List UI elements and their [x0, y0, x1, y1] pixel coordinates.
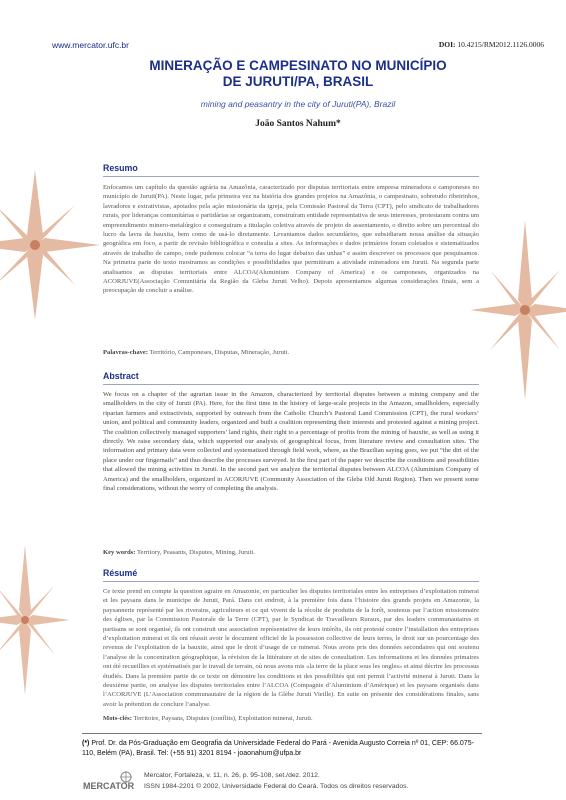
journal-footer — [82, 768, 502, 796]
title-block — [70, 58, 526, 129]
title-line-1: MINERAÇÃO E CAMPESINATO NO MUNICÍPIO — [149, 58, 447, 73]
resume-text: Ce texte prend en compte la question agraire en Amazonie, en particulier les disputes territoriales entre les entreprises d’exploitation minerai et les paysans dans le municipe de Juruti, Pará. Dans cet endroit, à la première fois dans l’histoire des grands projets en Amazonie, la paysannerie représenté par les riverains, agriculteurs et ce qui vivent de la récolte de produits de la forêt, soutenus par l’action missionnaire des églises, par la Commission Pastorale de la Terre (CPT), par le Syndicat de Travailleurs Ruraux, par des leaders communautaires et partisans se sont organisé, ils ont construit une association représentative de leurs intérêts, ils ont protesté contre l’installation des entreprises d’exploitation minerai et ils ont réussit avoir le document officiel de la possession collective de leurs terres, le droit sur un pourcentage des revenus de l’exploitation de la bauxite, ainsi que le droit d’usage de ce minerai. Nous avons pris des données secondaires qui ont soutenu l’analyse de la concentration géographique, la révision de la littérature et de sites de consultation. Les informations et les données primaires ont été recueillies et systématisés par le travail de terrain, où nous avons mis «la terre de la place sous les ongles» et ainsi décrire les processus étudiés. Dans la première partie de ce texte on démontre les conditions et des possibilités qui ont permit l’activité minerai à Juruti. Dans la deuxième partie, on analyse les disputes territoriales entre l’ALCOA (Compagnie d’Aluminium d’Amérique) et les paysans organisés dans l’ACORJUVE (L’Association communautaire de la région de la Glèbe Juruti Vieille). En suite on présente des considérations finales, sans avoir la prétention de conclure l’analyse. — [103, 588, 479, 708]
divider — [103, 384, 479, 385]
divider — [103, 176, 479, 177]
footnote-divider — [82, 733, 482, 734]
resumo-text: Enfocamos um capítulo da questão agrária na Amazônia, caracterizado por disputas territoriais entre empresa mineradora e camponeses no município de Juruti(PA). Neste lugar, pela primeira vez na história dos grandes projetos na Amazônia, o campesinato, sobretudo ribeirinhos, lavradores e extrativistas, apoiados pela ação missionária da igreja, pela Comissão Pastoral da Terra (CPT), pelo sindicato de trabalhadores rurais, por lideranças comunitárias e partidárias se organizaram, construíram entidade representativa de seus interesses, protestaram contra um empreendimento minero-metalúrgico e conseguiram a titulação coletiva através de projeto de assentamento, o direito sobre um percentual do lucro da lavra da bauxita, bem como de usá-lo diretamente. Levantamos dados secundários, que subsidiaram nossa análise da situação geográfica em foco, a partir de revisão bibliográfica e consulta a sites. As informações e dados primários foram coletados e sistematizados através de trabalho de campo, onde pudemos colocar “a terra do lugar debaixo das unhas” e assim descrever os processos que pesquisamos. Na primeira parte do texto mostramos as condições e possibilidades que permitiram a atividade mineradora em Juruti. Na segunda parte analisamos as disputas territoriais entre ALCOA(Aluminium Company of America) e os camponeses, organizados na ACORJUVE(Associação Comunitária da Região da Gleba Juruti Velho). Depois apresentamos algumas considerações finais, sem a preocupação de concluir a análise. — [103, 184, 479, 295]
author-name: João Santos Nahum* — [255, 119, 341, 129]
abstract-text: We focus on a chapter of the agrarian issue in the Amazon, characterized by territorial disputes between a mining company and the smallholders in the city of Juruti (PA). Here, for the first time in the history of large-scale projects in the Amazon, smallholders, especially riparian farmers and extractivists, supported by outreach from the Catholic Church’s Pastoral Land Commission (CPT), the rural workers’ union, and political and community leaders, organized and built a coalition representing their interests and protested against a mining project. The coalition collectively managed supporters’ land rights, their right to a percentage of profits from the mining of bauxite, as well as using it directly. We raise secondary data, which supported our analysis of geographical focus, from literature review and consultation sites. The information and primary data were collected and systematized through field work, where, as the Brazilian saying goes, we put “the dirt of the place under our fingernails” and thus describe the processes surveyed. In the first part of the paper we describe the conditions and possibilities that allowed the mining activities in Juruti. In the second part we analyze the territorial disputes between ALCOA (Aluminium Company of America) and the smallholders, organized in ACORJUVE (Community Association of the Gleba Old Juruti Region). Then we present some final considerations, without the worry of completing the analysis. — [103, 391, 479, 493]
title-line-2: DE JURUTI/PA, BRASIL — [222, 74, 374, 89]
doi-value: 10.4215/RM2012.1126.0006 — [455, 40, 544, 49]
compass-rose-icon — [0, 170, 100, 320]
keywords-value: Território, Camponeses, Disputas, Mineração, Juruti. — [148, 349, 290, 356]
compass-rose-icon — [0, 545, 70, 695]
journal-citation: Mercator, Fortaleza, v. 11, n. 26, p. 95-108, set./dez. 2012. — [144, 772, 320, 779]
keywords-value: Territoire, Paysans, Disputes (conflits), Exploitation minerai, Juruti. — [131, 715, 313, 722]
page-header — [52, 40, 544, 52]
keywords-label: Key words: — [103, 549, 136, 556]
resume-keywords — [103, 714, 479, 723]
keywords-label: Palavras-chave: — [103, 349, 149, 356]
abstract-heading: Abstract — [103, 371, 139, 381]
resumo-keywords — [103, 348, 479, 357]
keywords-label: Mots-clés: — [103, 715, 132, 722]
abstract-keywords — [103, 548, 479, 557]
doi[interactable] — [439, 40, 544, 49]
footnote — [82, 739, 482, 758]
journal-logo — [82, 769, 138, 793]
resume-heading: Résumé — [103, 568, 138, 578]
resumo-heading: Resumo — [103, 163, 138, 173]
footnote-text: Prof. Dr. da Pós-Graduação em Geografia da Universidade Federal do Pará - Avenida Augusto Correia nº 01, CEP: 66.075-110, Belém (PA), Brasil. Tel: (+55 91) 3201 8194 - joaonahum@ufpa.br — [82, 740, 474, 757]
keywords-value: Territory, Peasants, Disputes, Mining, Juruti. — [135, 549, 255, 556]
site-url-link[interactable]: www.mercator.ufc.br — [52, 40, 129, 50]
doi-label: DOI: — [438, 40, 456, 49]
footnote-mark: (*) — [82, 740, 90, 747]
divider — [103, 581, 479, 582]
journal-citation-block — [144, 770, 408, 792]
journal-logo-text: MERCATOR — [83, 781, 135, 791]
compass-rose-icon — [470, 220, 566, 400]
article-subtitle: mining and peasantry in the city of Juruti(PA), Brazil — [200, 99, 396, 109]
journal-issn: ISSN 1984-2201 © 2002, Universidade Federal do Ceará. Todos os direitos reservados. — [144, 783, 409, 790]
article-title — [70, 58, 526, 90]
